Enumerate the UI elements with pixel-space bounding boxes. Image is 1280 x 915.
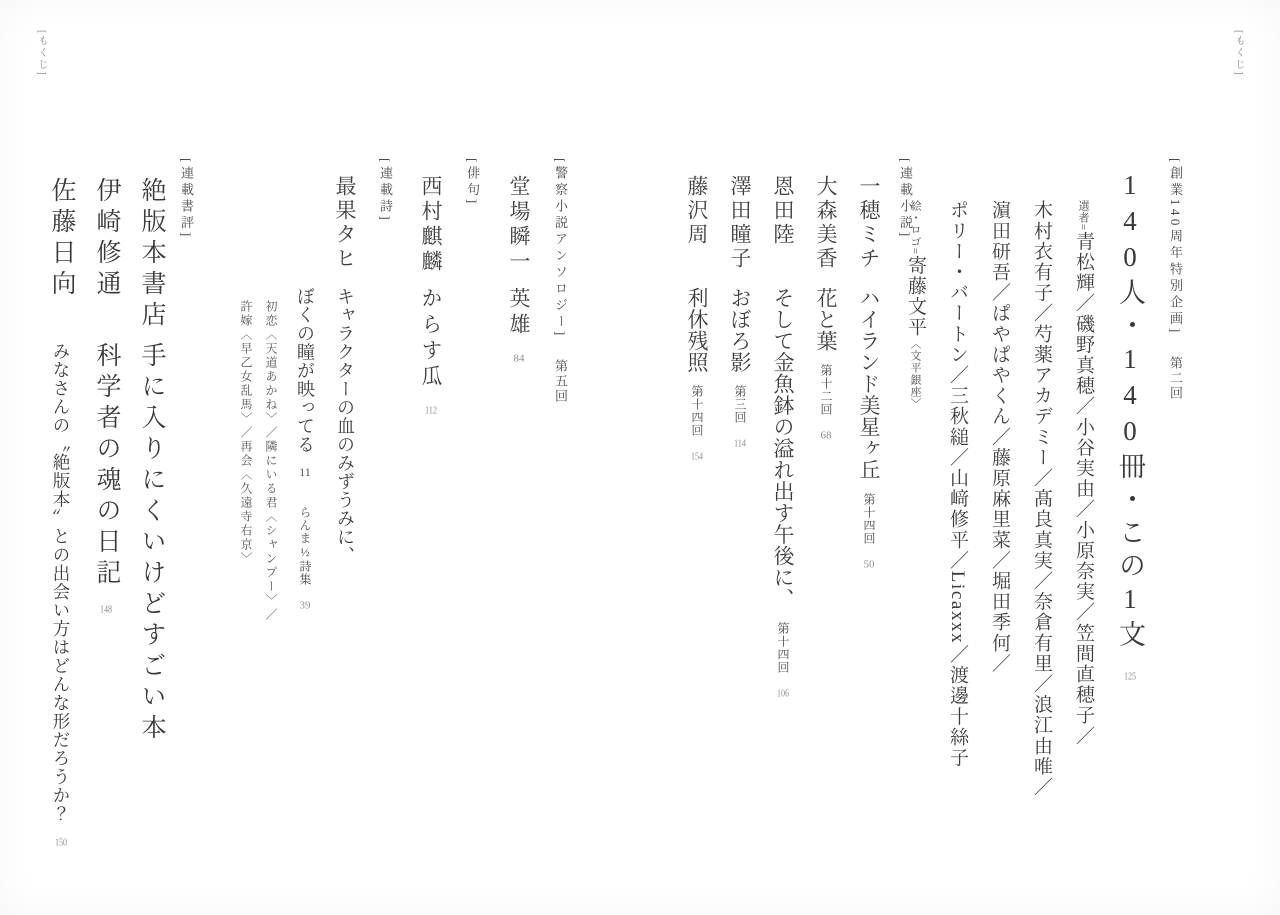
toc-entry — [133, 158, 169, 848]
serial-poetry-header: [連載詩] — [378, 158, 393, 224]
entry-author: 最果タヒ — [333, 175, 357, 271]
feature-artist-name: 寄藤文平 — [905, 255, 926, 338]
page-marker-right: [もくじ] — [1233, 30, 1244, 77]
feature-title — [1111, 158, 1150, 797]
serial-novels-header: [連載小説] — [898, 158, 913, 240]
entry-title: ハイランド美星ヶ丘 — [857, 287, 881, 481]
entry-page-number: 154 — [690, 451, 704, 462]
entry-installment: 第十四回 — [690, 385, 704, 437]
feature-header-label: [創業140周年特別企画] — [1168, 158, 1183, 336]
feature-page-number: 125 — [1123, 671, 1137, 682]
entry-title: そして金魚鉢の溢れ出す午後に、 — [771, 287, 795, 610]
entry-title: おぼろ影 — [728, 287, 752, 373]
feature-selectors-column-1 — [1070, 158, 1097, 797]
collection-title: らんま½詩集 — [298, 505, 312, 586]
section-book-reviews — [34, 158, 196, 848]
entry-page-number: 148 — [99, 604, 113, 615]
feature-art-prefix: 絵・ロゴ= — [909, 200, 921, 256]
book-reviews-header: [連載書評] — [179, 158, 194, 240]
entry-title: 英雄 — [507, 287, 531, 339]
section-serial-novels — [669, 158, 915, 699]
entry-page-number: 50 — [863, 558, 875, 570]
section-serial-poetry — [230, 158, 395, 622]
entry-installment: 第十四回 — [776, 621, 790, 674]
feature-selectors-column-3: 濵田研吾／ぱやぱやくん／藤原麻里菜／堀田季何／ — [989, 200, 1010, 674]
entry-author: 佐藤日向 — [48, 177, 75, 301]
page-marker-left: [もくじ] — [36, 30, 47, 77]
toc-entry — [504, 158, 534, 404]
entry-page-number: 114 — [733, 438, 747, 449]
entry-author: 恩田陸 — [771, 175, 795, 247]
toc-entry — [416, 158, 446, 416]
entry-page-number: 68 — [820, 429, 832, 441]
entry-installment: 第三回 — [733, 385, 747, 424]
entry-page-number: 150 — [54, 837, 68, 848]
toc-entry — [43, 158, 79, 848]
feature-selector-prefix: 選者= — [1077, 200, 1089, 232]
section-haiku — [403, 158, 482, 416]
police-anthology-header — [551, 158, 570, 404]
entry-author: 伊崎修通 — [93, 177, 120, 301]
feature-title-text: 140人・140冊・この1文 — [1115, 170, 1145, 653]
feature-artist-studio: 〈文平銀座〉 — [909, 337, 921, 410]
entry-page-number: 106 — [776, 687, 790, 699]
toc-entry — [811, 158, 841, 699]
entry-installment: 第十四回 — [862, 492, 876, 545]
toc-entry — [330, 158, 360, 622]
entry-page-number: 84 — [513, 353, 525, 364]
entry-author: 澤田瞳子 — [728, 175, 752, 271]
poem-title-line2: ぼくの瞳が映ってる — [295, 287, 315, 454]
toc-entry — [682, 158, 712, 699]
toc-entry — [854, 158, 884, 699]
police-anthology-header-label: [警察小説アンソロジー] — [553, 158, 568, 339]
toc-entry — [768, 158, 798, 699]
collection-page-number: 39 — [299, 599, 311, 611]
entry-title: 花と葉 — [814, 287, 838, 352]
toc-entry — [725, 158, 755, 699]
feature-selector-names-1: 青松輝／磯野真穂／小谷実由／小原奈実／笠間直穂子／ — [1073, 231, 1094, 747]
entry-author: 大森美香 — [814, 175, 838, 271]
police-anthology-installment: 第五回 — [553, 358, 568, 404]
entry-author: 藤沢周 — [685, 175, 709, 247]
entry-author: 一穂ミチ — [857, 175, 881, 271]
poem-title-line2-column — [292, 158, 318, 622]
poem-title-line1: キャラクターの血のみずうみに、 — [335, 287, 355, 565]
poem-credits-column-2: 許嫁〈早乙女乱馬〉／再会〈久遠寺右京〉 — [239, 300, 253, 566]
section-feature — [887, 158, 1185, 797]
entry-installment: 第十二回 — [819, 363, 833, 416]
entry-title: 科学者の魂の日記 — [93, 342, 120, 590]
entry-title: 手に入りにくいけどすごい本 — [138, 342, 165, 745]
entry-title: 利休残照 — [685, 287, 709, 373]
poem-credits-column-1: 初恋〈天道あかね〉／隣にいる君〈シャンプー〉／ — [264, 300, 278, 622]
toc-entry — [88, 158, 124, 848]
poem-page-number: 11 — [299, 465, 311, 478]
entry-title: からす瓜 — [419, 287, 443, 391]
feature-header — [1166, 158, 1185, 797]
section-police-anthology — [491, 158, 570, 404]
entry-title: みなさんの〝絶版本〟との出会い方はどんな形だろうか？ — [51, 342, 71, 823]
feature-selectors-column-4: ポリー・バートン／三秋縋／山﨑修平／Licaxxx／渡邊十絲子 — [947, 200, 968, 768]
entry-page-number: 112 — [424, 405, 438, 416]
entry-author: 堂場瞬一 — [507, 175, 531, 275]
entry-author: 絶版本書店 — [138, 177, 165, 332]
entry-author: 西村麒麟 — [419, 175, 443, 275]
haiku-header: [俳句] — [465, 158, 480, 207]
feature-header-installment: 第二回 — [1168, 355, 1183, 401]
feature-selectors-column-2: 木村衣有子／芍薬アカデミー／髙良真実／奈倉有里／浪江由唯／ — [1031, 200, 1052, 798]
